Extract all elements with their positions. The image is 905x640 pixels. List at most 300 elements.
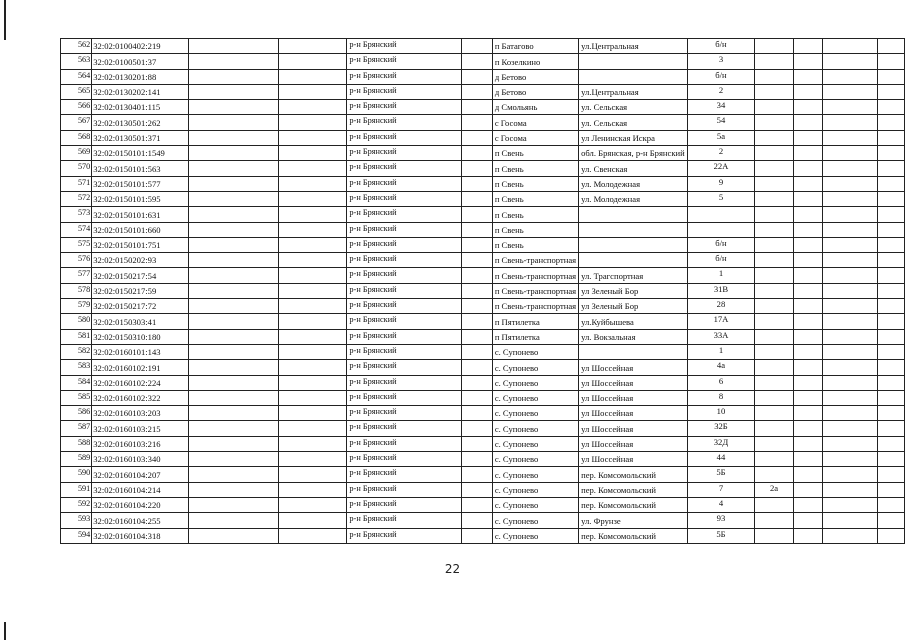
empty-cell <box>189 452 279 467</box>
district-cell: р-н Брянский <box>347 100 462 115</box>
district-cell: р-н Брянский <box>347 360 462 375</box>
empty-cell <box>822 513 877 528</box>
empty-cell <box>878 467 905 482</box>
empty-cell <box>822 54 877 69</box>
street-cell: ул Шоссейная <box>579 390 688 405</box>
empty-cell <box>278 222 347 237</box>
house-number-cell: 31В <box>687 283 755 298</box>
cadastral-number: 32:02:0150101:595 <box>92 191 189 206</box>
house-number-cell: 32Б <box>687 421 755 436</box>
table-row <box>61 130 905 145</box>
street-cell: ул.Куйбышева <box>579 314 688 329</box>
building-cell <box>755 54 794 69</box>
row-number: 584 <box>61 375 92 390</box>
row-number: 576 <box>61 253 92 268</box>
building-cell <box>755 314 794 329</box>
empty-cell <box>462 390 493 405</box>
empty-cell <box>278 375 347 390</box>
empty-cell <box>462 513 493 528</box>
empty-cell <box>878 528 905 543</box>
empty-cell <box>462 360 493 375</box>
empty-cell <box>189 528 279 543</box>
empty-cell <box>878 452 905 467</box>
district-cell: р-н Брянский <box>347 84 462 99</box>
locality-cell: п Свень <box>492 176 578 191</box>
street-cell <box>579 222 688 237</box>
empty-cell <box>278 344 347 359</box>
building-cell <box>755 130 794 145</box>
row-number: 588 <box>61 436 92 451</box>
building-cell <box>755 207 794 222</box>
street-cell: ул Шоссейная <box>579 452 688 467</box>
locality-cell: п Свень-транспортная <box>492 283 578 298</box>
empty-cell <box>822 406 877 421</box>
empty-cell <box>278 528 347 543</box>
table-row <box>61 390 905 405</box>
row-number: 592 <box>61 497 92 512</box>
empty-cell <box>793 528 822 543</box>
locality-cell: с. Супонево <box>492 513 578 528</box>
empty-cell <box>278 176 347 191</box>
empty-cell <box>278 54 347 69</box>
cadastral-number: 32:02:0150101:1549 <box>92 146 189 161</box>
table-row <box>61 100 905 115</box>
empty-cell <box>278 421 347 436</box>
empty-cell <box>278 207 347 222</box>
empty-cell <box>189 467 279 482</box>
district-cell: р-н Брянский <box>347 146 462 161</box>
row-number: 570 <box>61 161 92 176</box>
house-number-cell: 2 <box>687 146 755 161</box>
empty-cell <box>462 130 493 145</box>
empty-cell <box>462 482 493 497</box>
cadastral-number: 32:02:0150101:660 <box>92 222 189 237</box>
empty-cell <box>189 39 279 54</box>
row-number: 581 <box>61 329 92 344</box>
building-cell <box>755 452 794 467</box>
building-cell <box>755 176 794 191</box>
row-number: 569 <box>61 146 92 161</box>
empty-cell <box>822 176 877 191</box>
empty-cell <box>462 452 493 467</box>
building-cell <box>755 497 794 512</box>
empty-cell <box>878 497 905 512</box>
empty-cell <box>462 421 493 436</box>
table-row <box>61 176 905 191</box>
empty-cell <box>822 299 877 314</box>
house-number-cell: 1 <box>687 268 755 283</box>
empty-cell <box>793 467 822 482</box>
empty-cell <box>793 436 822 451</box>
house-number-cell: 44 <box>687 452 755 467</box>
empty-cell <box>793 130 822 145</box>
empty-cell <box>878 314 905 329</box>
district-cell: р-н Брянский <box>347 69 462 84</box>
house-number-cell: 4 <box>687 497 755 512</box>
house-number-cell: 4а <box>687 360 755 375</box>
row-number: 563 <box>61 54 92 69</box>
cadastral-number: 32:02:0160103:340 <box>92 452 189 467</box>
district-cell: р-н Брянский <box>347 406 462 421</box>
locality-cell: п Свень <box>492 161 578 176</box>
table-row <box>61 436 905 451</box>
locality-cell: с. Супонево <box>492 452 578 467</box>
street-cell <box>579 54 688 69</box>
table-row <box>61 69 905 84</box>
locality-cell: п Свень <box>492 222 578 237</box>
empty-cell <box>462 314 493 329</box>
cadastral-number: 32:02:0150101:577 <box>92 176 189 191</box>
empty-cell <box>189 69 279 84</box>
building-cell <box>755 528 794 543</box>
table-row <box>61 268 905 283</box>
empty-cell <box>278 130 347 145</box>
table-row <box>61 283 905 298</box>
empty-cell <box>822 467 877 482</box>
empty-cell <box>878 375 905 390</box>
cadastral-number: 32:02:0130202:141 <box>92 84 189 99</box>
district-cell: р-н Брянский <box>347 191 462 206</box>
row-number: 572 <box>61 191 92 206</box>
building-cell <box>755 467 794 482</box>
building-cell <box>755 100 794 115</box>
row-number: 585 <box>61 390 92 405</box>
table-row <box>61 344 905 359</box>
empty-cell <box>278 253 347 268</box>
house-number-cell: б/н <box>687 237 755 252</box>
district-cell: р-н Брянский <box>347 513 462 528</box>
district-cell: р-н Брянский <box>347 528 462 543</box>
empty-cell <box>878 299 905 314</box>
empty-cell <box>278 84 347 99</box>
street-cell <box>579 207 688 222</box>
building-cell <box>755 39 794 54</box>
empty-cell <box>278 406 347 421</box>
empty-cell <box>822 452 877 467</box>
house-number-cell: 9 <box>687 176 755 191</box>
locality-cell: п Пятилетка <box>492 329 578 344</box>
empty-cell <box>189 344 279 359</box>
locality-cell: п Свень <box>492 191 578 206</box>
table-row <box>61 329 905 344</box>
empty-cell <box>793 191 822 206</box>
empty-cell <box>189 375 279 390</box>
building-cell <box>755 268 794 283</box>
empty-cell <box>278 161 347 176</box>
locality-cell: п Свень <box>492 237 578 252</box>
district-cell: р-н Брянский <box>347 375 462 390</box>
row-number: 587 <box>61 421 92 436</box>
empty-cell <box>878 100 905 115</box>
street-cell: обл. Брянская, р-н Брянский <box>579 146 688 161</box>
district-cell: р-н Брянский <box>347 497 462 512</box>
empty-cell <box>278 482 347 497</box>
cadastral-number: 32:02:0150217:59 <box>92 283 189 298</box>
empty-cell <box>189 130 279 145</box>
house-number-cell: 2 <box>687 84 755 99</box>
row-number: 562 <box>61 39 92 54</box>
empty-cell <box>189 146 279 161</box>
empty-cell <box>189 421 279 436</box>
empty-cell <box>278 268 347 283</box>
empty-cell <box>189 360 279 375</box>
table-row <box>61 406 905 421</box>
empty-cell <box>462 115 493 130</box>
building-cell <box>755 344 794 359</box>
empty-cell <box>793 54 822 69</box>
empty-cell <box>189 406 279 421</box>
empty-cell <box>793 513 822 528</box>
empty-cell <box>793 237 822 252</box>
empty-cell <box>822 375 877 390</box>
empty-cell <box>462 344 493 359</box>
cadastral-number: 32:02:0150202:93 <box>92 253 189 268</box>
cadastral-number: 32:02:0160104:220 <box>92 497 189 512</box>
building-cell: 2а <box>755 482 794 497</box>
district-cell: р-н Брянский <box>347 467 462 482</box>
empty-cell <box>278 100 347 115</box>
empty-cell <box>793 497 822 512</box>
row-number: 593 <box>61 513 92 528</box>
cadastral-number: 32:02:0100402:219 <box>92 39 189 54</box>
empty-cell <box>462 406 493 421</box>
district-cell: р-н Брянский <box>347 329 462 344</box>
district-cell: р-н Брянский <box>347 283 462 298</box>
empty-cell <box>462 176 493 191</box>
empty-cell <box>278 39 347 54</box>
empty-cell <box>189 115 279 130</box>
locality-cell: с. Супонево <box>492 467 578 482</box>
empty-cell <box>189 329 279 344</box>
locality-cell: с. Супонево <box>492 390 578 405</box>
row-number: 573 <box>61 207 92 222</box>
empty-cell <box>878 84 905 99</box>
house-number-cell: 17А <box>687 314 755 329</box>
street-cell: ул Шоссейная <box>579 421 688 436</box>
empty-cell <box>462 497 493 512</box>
building-cell <box>755 421 794 436</box>
empty-cell <box>822 39 877 54</box>
empty-cell <box>822 146 877 161</box>
house-number-cell: 8 <box>687 390 755 405</box>
house-number-cell: 54 <box>687 115 755 130</box>
cadastral-number: 32:02:0130501:371 <box>92 130 189 145</box>
house-number-cell: 32Д <box>687 436 755 451</box>
row-number: 583 <box>61 360 92 375</box>
empty-cell <box>878 146 905 161</box>
empty-cell <box>793 222 822 237</box>
building-cell <box>755 390 794 405</box>
district-cell: р-н Брянский <box>347 222 462 237</box>
empty-cell <box>793 39 822 54</box>
table-row <box>61 375 905 390</box>
street-cell: ул Зеленый Бор <box>579 299 688 314</box>
cadastral-number: 32:02:0160101:143 <box>92 344 189 359</box>
cadastral-number: 32:02:0150101:631 <box>92 207 189 222</box>
empty-cell <box>878 421 905 436</box>
empty-cell <box>189 497 279 512</box>
empty-cell <box>878 253 905 268</box>
empty-cell <box>822 283 877 298</box>
locality-cell: п Свень <box>492 207 578 222</box>
empty-cell <box>189 84 279 99</box>
district-cell: р-н Брянский <box>347 130 462 145</box>
cadastral-number: 32:02:0160103:203 <box>92 406 189 421</box>
empty-cell <box>822 344 877 359</box>
cadastral-number: 32:02:0100501:37 <box>92 54 189 69</box>
table-row <box>61 497 905 512</box>
locality-cell: с Госома <box>492 115 578 130</box>
empty-cell <box>278 146 347 161</box>
house-number-cell: 7 <box>687 482 755 497</box>
building-cell <box>755 329 794 344</box>
row-number: 577 <box>61 268 92 283</box>
empty-cell <box>878 390 905 405</box>
cadastral-number: 32:02:0160104:255 <box>92 513 189 528</box>
row-number: 566 <box>61 100 92 115</box>
empty-cell <box>822 390 877 405</box>
cadastral-number: 32:02:0150101:563 <box>92 161 189 176</box>
page-number: 22 <box>444 562 461 576</box>
empty-cell <box>822 268 877 283</box>
district-cell: р-н Брянский <box>347 237 462 252</box>
cadastral-number: 32:02:0160104:207 <box>92 467 189 482</box>
house-number-cell: б/н <box>687 253 755 268</box>
house-number-cell: 5 <box>687 191 755 206</box>
row-number: 582 <box>61 344 92 359</box>
scan-edge-top <box>4 0 6 40</box>
empty-cell <box>878 191 905 206</box>
empty-cell <box>878 130 905 145</box>
locality-cell: п Козелкино <box>492 54 578 69</box>
row-number: 578 <box>61 283 92 298</box>
house-number-cell: 22А <box>687 161 755 176</box>
row-number: 567 <box>61 115 92 130</box>
district-cell: р-н Брянский <box>347 161 462 176</box>
table-row <box>61 84 905 99</box>
locality-cell: с. Супонево <box>492 436 578 451</box>
table-row <box>61 421 905 436</box>
empty-cell <box>793 390 822 405</box>
cadastral-number: 32:02:0160103:215 <box>92 421 189 436</box>
table-row <box>61 115 905 130</box>
table-row <box>61 161 905 176</box>
empty-cell <box>278 283 347 298</box>
house-number-cell: 5а <box>687 130 755 145</box>
cadastral-number: 32:02:0160104:214 <box>92 482 189 497</box>
empty-cell <box>462 253 493 268</box>
house-number-cell: 33А <box>687 329 755 344</box>
row-number: 590 <box>61 467 92 482</box>
building-cell <box>755 222 794 237</box>
empty-cell <box>822 314 877 329</box>
table-row <box>61 360 905 375</box>
empty-cell <box>793 314 822 329</box>
empty-cell <box>793 176 822 191</box>
building-cell <box>755 283 794 298</box>
empty-cell <box>822 237 877 252</box>
locality-cell: с. Супонево <box>492 406 578 421</box>
house-number-cell: б/н <box>687 69 755 84</box>
empty-cell <box>793 329 822 344</box>
empty-cell <box>278 191 347 206</box>
empty-cell <box>278 115 347 130</box>
district-cell: р-н Брянский <box>347 452 462 467</box>
empty-cell <box>462 268 493 283</box>
empty-cell <box>278 299 347 314</box>
empty-cell <box>278 467 347 482</box>
table-row <box>61 39 905 54</box>
empty-cell <box>878 69 905 84</box>
empty-cell <box>462 528 493 543</box>
empty-cell <box>462 146 493 161</box>
table-row <box>61 452 905 467</box>
street-cell: пер. Комсомольский <box>579 482 688 497</box>
locality-cell: п Свень <box>492 146 578 161</box>
empty-cell <box>793 421 822 436</box>
empty-cell <box>189 314 279 329</box>
cadastral-number: 32:02:0150303:41 <box>92 314 189 329</box>
row-number: 575 <box>61 237 92 252</box>
row-number: 568 <box>61 130 92 145</box>
street-cell <box>579 253 688 268</box>
locality-cell: д Смольянь <box>492 100 578 115</box>
locality-cell: с. Супонево <box>492 344 578 359</box>
house-number-cell: б/н <box>687 39 755 54</box>
street-cell: ул Ленинская Искра <box>579 130 688 145</box>
empty-cell <box>278 360 347 375</box>
house-number-cell: 5Б <box>687 528 755 543</box>
table-row <box>61 207 905 222</box>
empty-cell <box>822 329 877 344</box>
cadastral-number: 32:02:0150101:751 <box>92 237 189 252</box>
empty-cell <box>878 176 905 191</box>
empty-cell <box>822 100 877 115</box>
street-cell: ул Шоссейная <box>579 375 688 390</box>
row-number: 565 <box>61 84 92 99</box>
locality-cell: с. Супонево <box>492 528 578 543</box>
empty-cell <box>462 375 493 390</box>
locality-cell: д Бетово <box>492 69 578 84</box>
empty-cell <box>878 161 905 176</box>
empty-cell <box>822 360 877 375</box>
cadastral-number: 32:02:0130201:88 <box>92 69 189 84</box>
registry-table <box>60 38 905 544</box>
building-cell <box>755 161 794 176</box>
empty-cell <box>878 237 905 252</box>
empty-cell <box>822 436 877 451</box>
cadastral-number: 32:02:0160103:216 <box>92 436 189 451</box>
empty-cell <box>822 191 877 206</box>
district-cell: р-н Брянский <box>347 176 462 191</box>
street-cell: ул. Вокзальная <box>579 329 688 344</box>
street-cell <box>579 344 688 359</box>
row-number: 589 <box>61 452 92 467</box>
empty-cell <box>278 314 347 329</box>
empty-cell <box>793 253 822 268</box>
empty-cell <box>793 283 822 298</box>
district-cell: р-н Брянский <box>347 115 462 130</box>
empty-cell <box>189 176 279 191</box>
building-cell <box>755 115 794 130</box>
empty-cell <box>189 436 279 451</box>
empty-cell <box>189 237 279 252</box>
empty-cell <box>793 268 822 283</box>
locality-cell: п Батагово <box>492 39 578 54</box>
empty-cell <box>462 207 493 222</box>
empty-cell <box>462 299 493 314</box>
empty-cell <box>793 360 822 375</box>
